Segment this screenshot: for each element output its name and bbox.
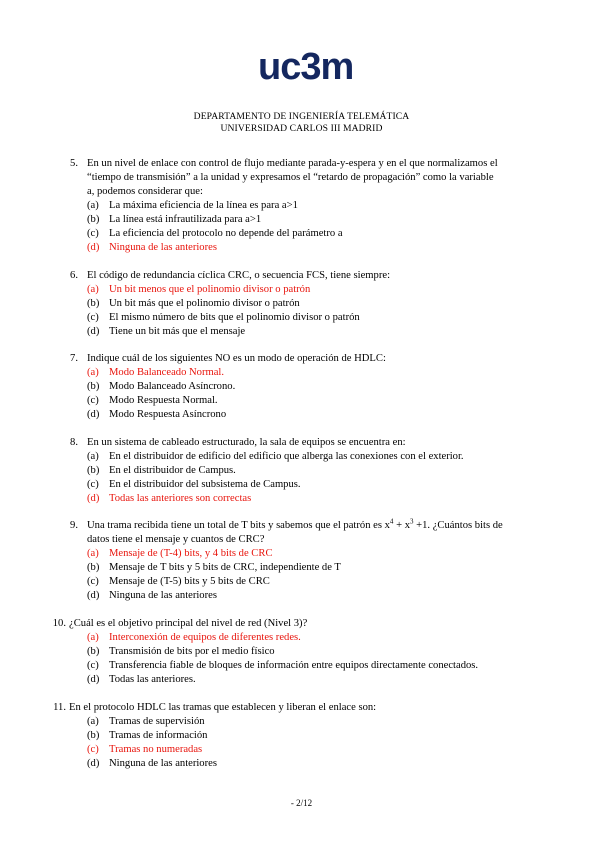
option-b[interactable]: (b) Un bit más que el polinomio divisor o patrón [87, 298, 300, 309]
option-d-correct[interactable]: (d) Ninguna de las anteriores [87, 242, 217, 253]
question-number: 11. [53, 702, 66, 713]
question-stem-line: El código de redundancia cíclica CRC, o secuencia FCS, tiene siempre: [87, 270, 391, 281]
option-c[interactable]: (c) En el distribuidor del subsistema de Campus. [87, 479, 301, 490]
question-stem-line: Indique cuál de los siguientes NO es un modo de operación de HDLC: [87, 353, 386, 364]
option-c[interactable]: (c) La eficiencia del protocolo no depende del parámetro a [87, 228, 343, 239]
option-d-correct[interactable]: (d) Todas las anteriores son correctas [87, 493, 252, 504]
question-stem-line: En un sistema de cableado estructurado, la sala de equipos se encuentra en: [87, 437, 406, 448]
option-b[interactable]: (b) Mensaje de T bits y 5 bits de CRC, independiente de T [87, 562, 341, 573]
option-d[interactable]: (d) Ninguna de las anteriores [87, 758, 217, 769]
question-number: 9. [70, 520, 78, 531]
option-d[interactable]: (d) Modo Respuesta Asíncrono [87, 409, 227, 420]
university-title: UNIVERSIDAD CARLOS III MADRID [220, 123, 383, 134]
option-a-correct[interactable]: (a) Interconexión de equipos de diferentes redes. [87, 632, 301, 643]
option-c[interactable]: (c) Modo Respuesta Normal. [87, 395, 218, 406]
option-d[interactable]: (d) Todas las anteriores. [87, 674, 196, 685]
department-title: DEPARTAMENTO DE INGENIERÍA TELEMÁTICA [193, 111, 410, 122]
option-a[interactable]: (a) En el distribuidor de edificio del edificio que alberga las conexiones con el exterior. [87, 451, 464, 462]
option-c-correct[interactable]: (c) Tramas no numeradas [87, 744, 203, 755]
logo-text: uc3m [258, 49, 354, 84]
uc3m-logo [258, 49, 368, 84]
question-stem-line: “tiempo de transmisión” a la unidad y expresamos el “retardo de propagación” como la variable [87, 172, 494, 183]
option-a-correct[interactable]: (a) Un bit menos que el polinomio divisor o patrón [87, 284, 311, 295]
question-number: 6. [70, 270, 78, 281]
option-c[interactable]: (c) El mismo número de bits que el polinomio divisor o patrón [87, 312, 360, 323]
option-d[interactable]: (d) Ninguna de las anteriores [87, 590, 217, 601]
option-b[interactable]: (b) Transmisión de bits por el medio físico [87, 646, 275, 657]
option-b[interactable]: (b) Tramas de información [87, 730, 208, 741]
question-stem-line: En el protocolo HDLC las tramas que establecen y liberan el enlace son: [69, 702, 377, 713]
option-a[interactable]: (a) La máxima eficiencia de la línea es para a>1 [87, 200, 298, 211]
question-number: 7. [70, 353, 78, 364]
question-stem-line: Una trama recibida tiene un total de T bits y sabemos que el patrón es $x^4 + x^3 +1$. ¿Cuántos bits de [87, 517, 503, 531]
option-a[interactable]: (a) Tramas de supervisión [87, 716, 205, 727]
page-number: - 2/12 [290, 798, 313, 808]
question-stem-line: a, podemos considerar que: [87, 186, 203, 197]
option-b[interactable]: (b) La línea está infrautilizada para a>1 [87, 214, 262, 225]
option-b[interactable]: (b) En el distribuidor de Campus. [87, 465, 236, 476]
option-d[interactable]: (d) Tiene un bit más que el mensaje [87, 326, 246, 337]
option-b[interactable]: (b) Modo Balanceado Asíncrono. [87, 381, 236, 392]
option-a-correct[interactable]: (a) Modo Balanceado Normal. [87, 367, 225, 378]
question-number: 10. [52, 618, 66, 629]
question-stem-line: datos tiene el mensaje y cuantos de CRC? [87, 534, 265, 545]
option-c[interactable]: (c) Mensaje de (T-5) bits y 5 bits de CRC [87, 576, 270, 587]
option-c[interactable]: (c) Transferencia fiable de bloques de información entre equipos directamente conectados. [87, 660, 479, 671]
question-number: 5. [70, 158, 78, 169]
question-number: 8. [70, 437, 78, 448]
option-a-correct[interactable]: (a) Mensaje de (T-4) bits, y 4 bits de CRC [87, 548, 273, 559]
question-stem-line: En un nivel de enlace con control de flujo mediante parada-y-espera y en el que normalizamos el [87, 158, 498, 169]
question-stem-line: ¿Cuál es el objetivo principal del nivel de red (Nivel 3)? [69, 618, 308, 629]
